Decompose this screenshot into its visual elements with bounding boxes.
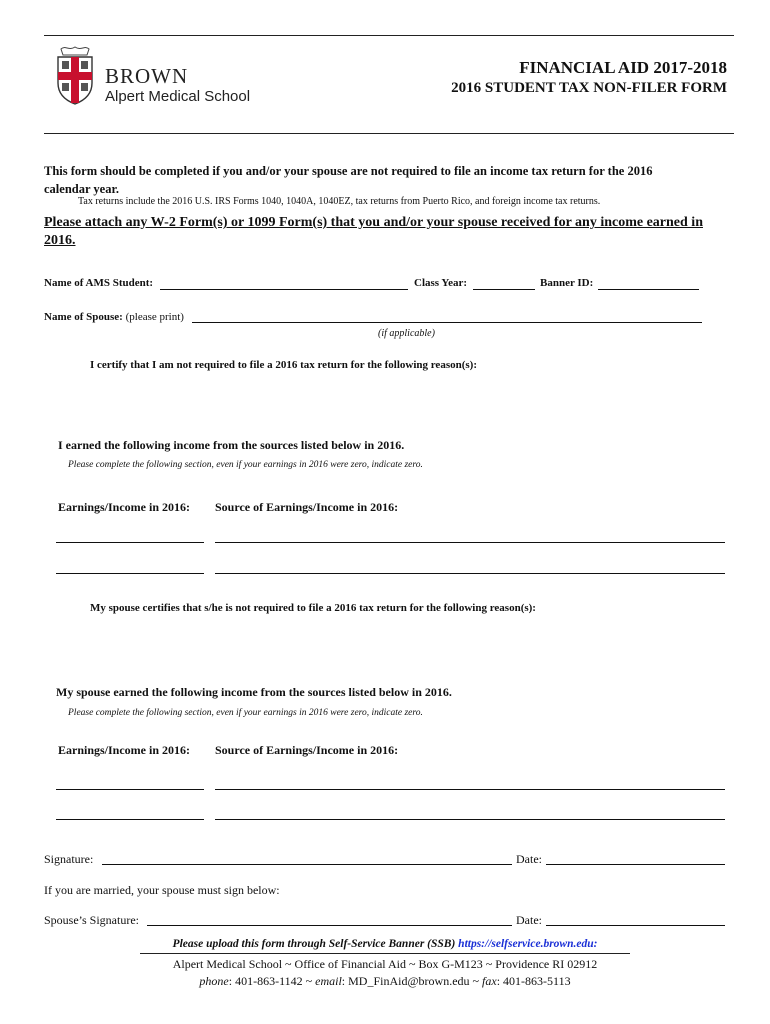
spouse-name-label-row: [44, 311, 184, 323]
header-rule: [44, 133, 734, 134]
fax-value: : 401-863-5113: [496, 974, 571, 988]
spouse-source-field-1[interactable]: [215, 789, 725, 790]
logo-wordmark: BROWN: [105, 64, 189, 88]
married-note: If you are married, your spouse must sign below:: [44, 883, 280, 897]
spouse-earnings-field-2[interactable]: [56, 819, 204, 820]
spouse-name-hint: (please print): [125, 311, 184, 323]
spouse-signature-field[interactable]: [147, 925, 512, 926]
upload-text: Please upload this form through Self-Service Banner (SSB): [172, 938, 456, 950]
spouse-name-label: Name of Spouse:: [44, 311, 123, 323]
fax-label: fax: [482, 974, 497, 988]
spouse-name-field[interactable]: [192, 322, 702, 323]
footer-rule: [140, 953, 630, 954]
spouse-earnings-note: Please complete the following section, even if your earnings in 2016 were zero, indicate zero.: [68, 708, 423, 718]
spouse-earnings-field-1[interactable]: [56, 789, 204, 790]
email-label: email: [315, 974, 342, 988]
student-source-field-2[interactable]: [215, 573, 725, 574]
if-applicable-note: (if applicable): [378, 328, 435, 339]
logo-subtitle: Alpert Medical School: [105, 88, 251, 105]
student-name-field[interactable]: [160, 289, 408, 290]
selfservice-link[interactable]: https://selfservice.brown.edu:: [458, 938, 598, 950]
intro-text: This form should be completed if you and/or your spouse are not required to file an income tax return for the 2016 calendar year.: [44, 164, 653, 196]
email-value: : MD_FinAid@brown.edu ~: [341, 974, 483, 988]
banner-id-field[interactable]: [598, 289, 699, 290]
student-earnings-col-header: Earnings/Income in 2016:: [58, 500, 191, 514]
student-earnings-field-1[interactable]: [56, 542, 204, 543]
phone-value: : 401-863-1142 ~: [228, 974, 316, 988]
top-rule: [44, 35, 734, 36]
form-title: FINANCIAL AID 2017-2018: [519, 58, 727, 77]
upload-instruction: [0, 938, 770, 950]
brown-shield-logo: [55, 45, 95, 105]
student-source-col-header: Source of Earnings/Income in 2016:: [215, 500, 399, 514]
spouse-date-field[interactable]: [546, 925, 725, 926]
spouse-earned-heading: My spouse earned the following income from the sources listed below in 2016.: [56, 685, 452, 699]
spouse-certify-text: My spouse certifies that s/he is not required to file a 2016 tax return for the following reason(s):: [90, 602, 536, 614]
attach-instruction: Please attach any W-2 Form(s) or 1099 Form(s) that you and/or your spouse received for any income earned in 2016.: [44, 215, 703, 248]
student-name-label: Name of AMS Student:: [44, 277, 154, 289]
spouse-source-col-header: Source of Earnings/Income in 2016:: [215, 743, 399, 757]
student-source-field-1[interactable]: [215, 542, 725, 543]
student-earnings-note: Please complete the following section, even if your earnings in 2016 were zero, indicate zero.: [68, 460, 423, 470]
spouse-earnings-col-header: Earnings/Income in 2016:: [58, 743, 191, 757]
signature-label: Signature:: [44, 852, 94, 866]
signature-field[interactable]: [102, 864, 512, 865]
spouse-signature-label: Spouse’s Signature:: [44, 913, 139, 927]
form-subtitle: 2016 STUDENT TAX NON-FILER FORM: [451, 80, 727, 96]
student-earnings-field-2[interactable]: [56, 573, 204, 574]
student-earned-heading: I earned the following income from the sources listed below in 2016.: [58, 438, 405, 452]
class-year-field[interactable]: [473, 289, 535, 290]
footer-address: Alpert Medical School ~ Office of Financial Aid ~ Box G-M123 ~ Providence RI 02912: [172, 957, 598, 971]
class-year-label: Class Year:: [414, 277, 468, 289]
footer-contact: [0, 974, 770, 989]
student-certify-text: I certify that I am not required to file a 2016 tax return for the following reason(s):: [90, 359, 477, 371]
intro-note: Tax returns include the 2016 U.S. IRS Forms 1040, 1040A, 1040EZ, tax returns from Puerto Rico, and foreign income tax returns.: [78, 196, 601, 207]
date-label: Date:: [516, 852, 542, 866]
date-field[interactable]: [546, 864, 725, 865]
spouse-source-field-2[interactable]: [215, 819, 725, 820]
phone-label: phone: [199, 974, 229, 988]
spouse-date-label: Date:: [516, 913, 542, 927]
banner-id-label: Banner ID:: [540, 277, 594, 289]
